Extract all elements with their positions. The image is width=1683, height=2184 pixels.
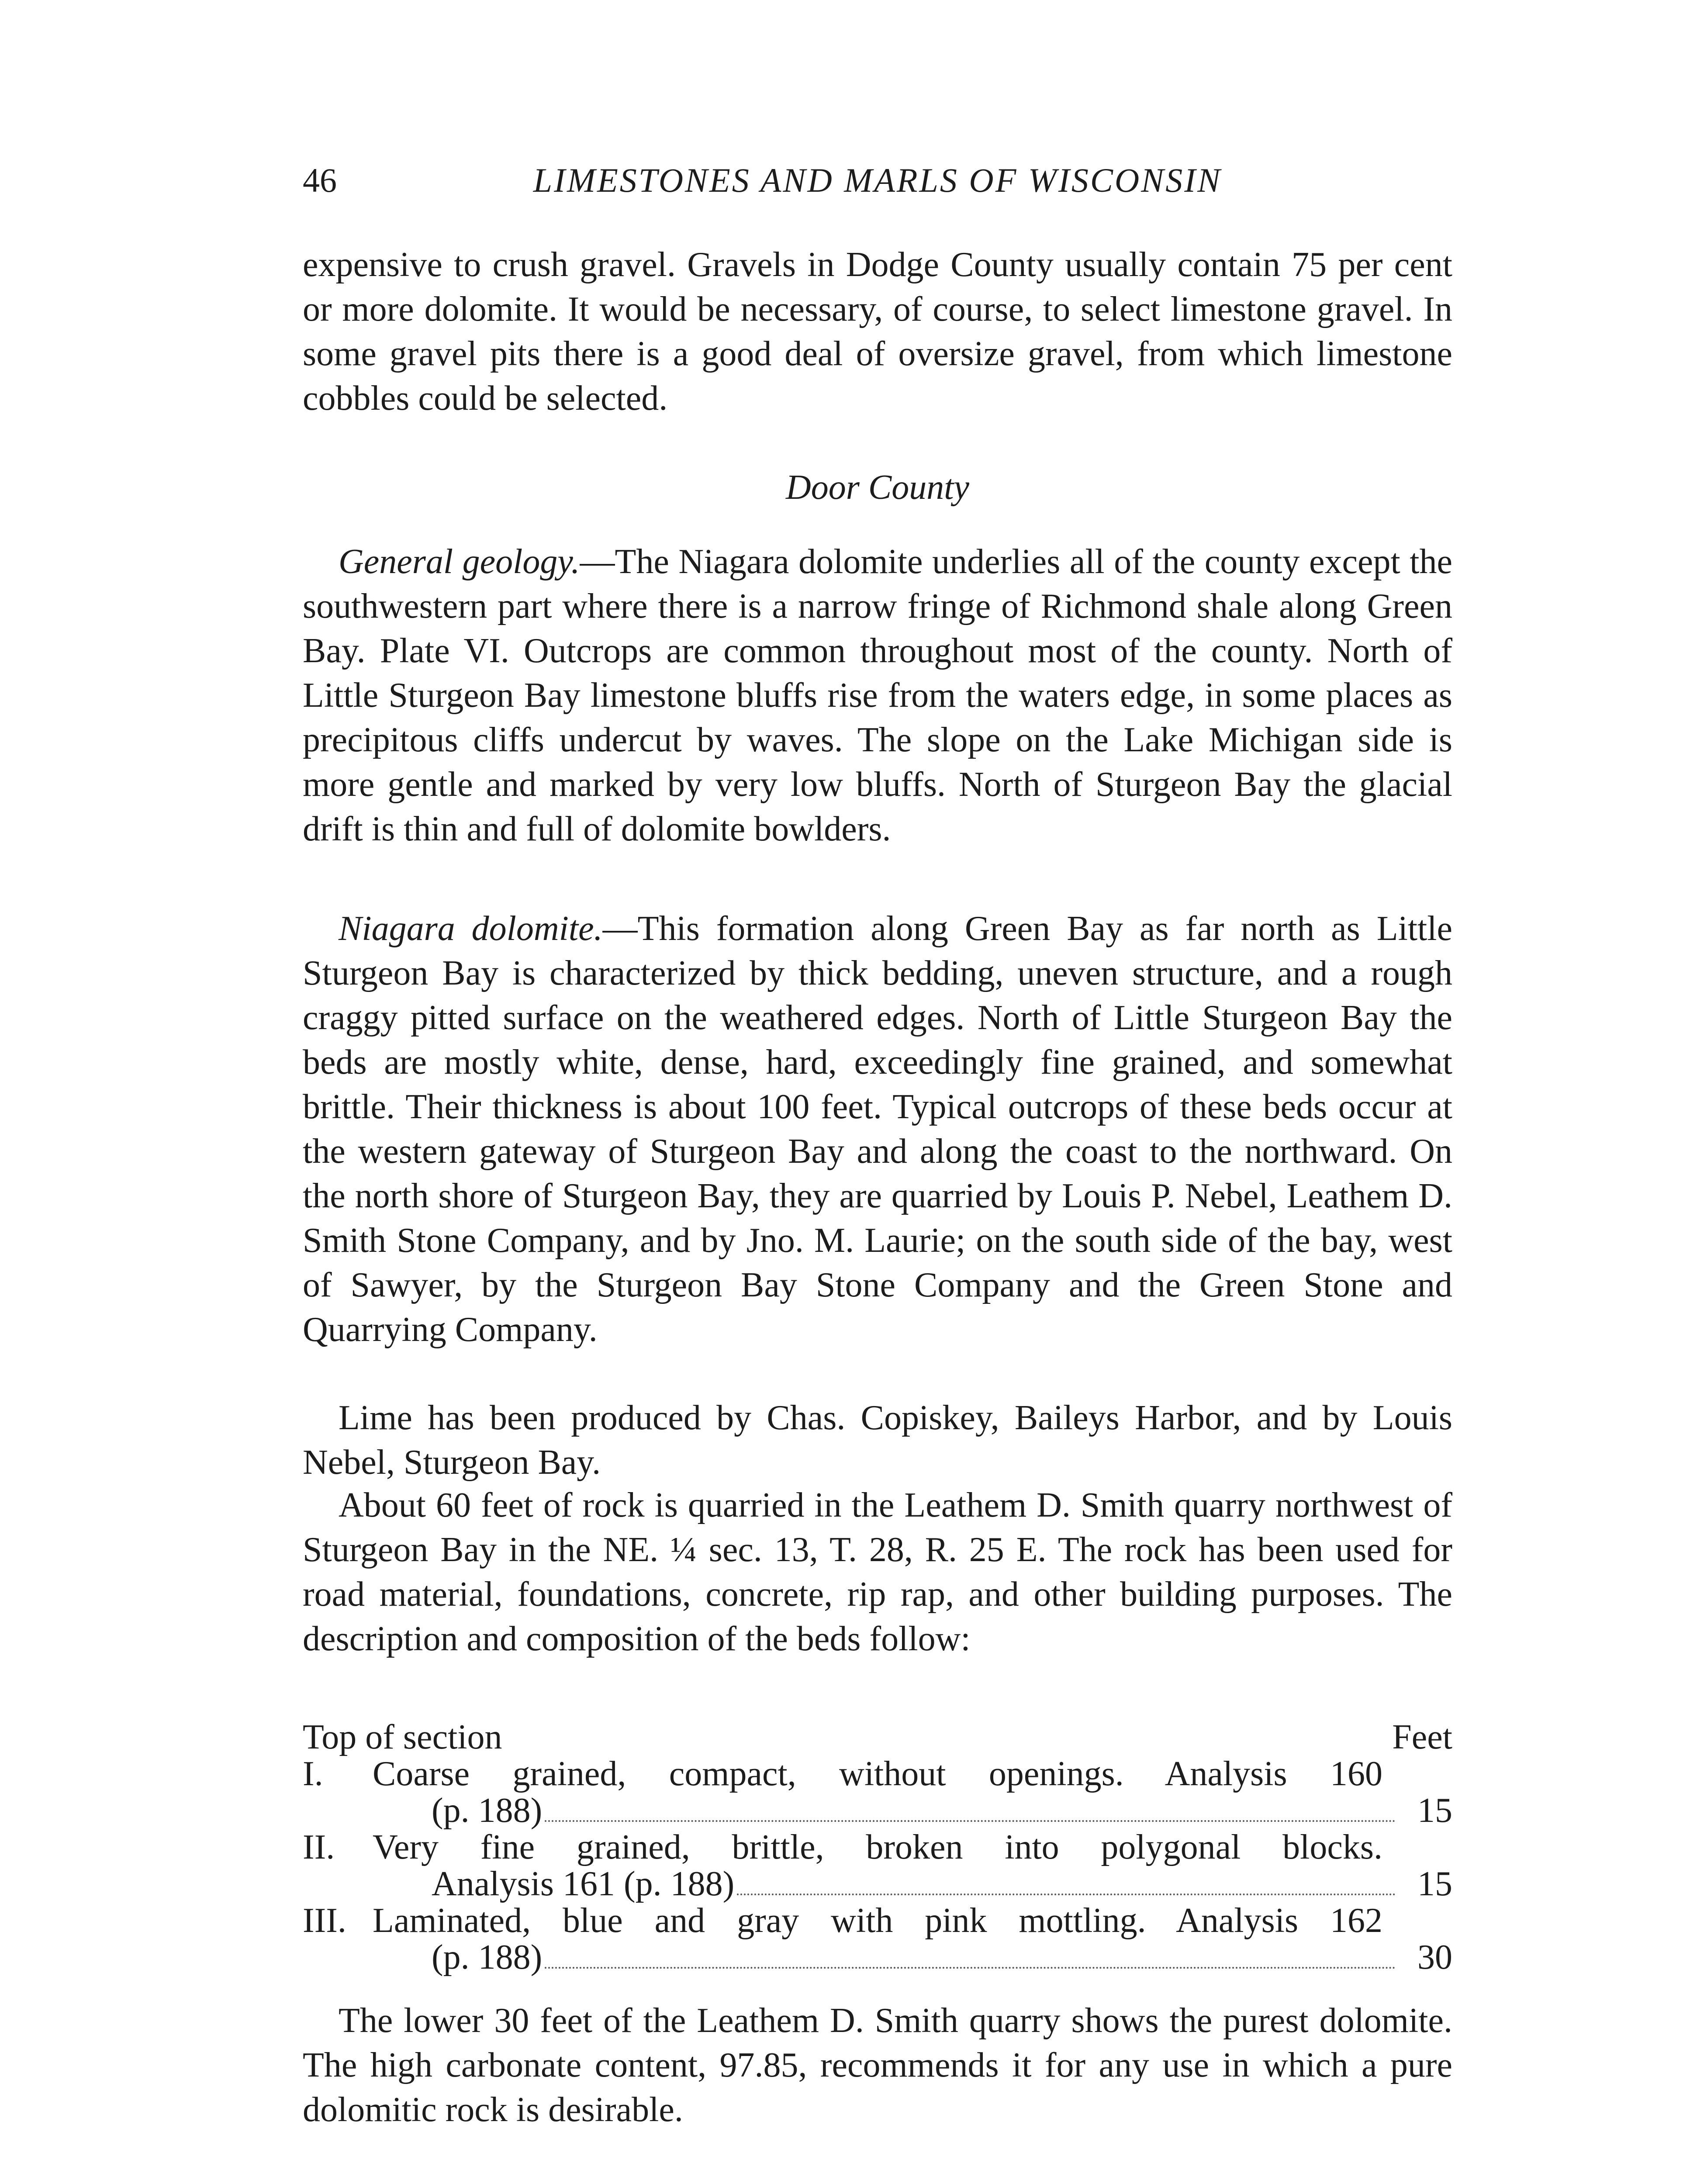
row-description: Coarse grained, compact, without openings. Analysis 160 <box>373 1755 1382 1793</box>
table-row-continuation <box>303 1866 1452 1902</box>
table-row-description <box>303 1902 1452 1939</box>
dot-leader <box>545 1941 1396 1969</box>
table-row <box>303 1829 1452 1902</box>
running-head: LIMESTONES AND MARLS OF WISCONSIN <box>533 161 1222 199</box>
row-reference: (p. 188) <box>432 1791 543 1830</box>
row-feet: 30 <box>1417 1938 1452 1977</box>
table-row-description <box>303 1829 1452 1866</box>
table-row <box>303 1902 1452 1976</box>
table-header-top-of-section: Top of section <box>303 1718 502 1756</box>
page-number: 46 <box>303 161 337 199</box>
run-in-heading-niagara-dolomite: Niagara dolomite. <box>339 909 603 948</box>
row-number: III. <box>303 1901 346 1940</box>
table-row-description <box>303 1755 1452 1792</box>
paragraph-niagara-dolomite <box>303 906 1452 1352</box>
row-number: II. <box>303 1828 335 1866</box>
row-feet: 15 <box>1417 1865 1452 1903</box>
row-description: Laminated, blue and gray with pink mottling. Analysis 162 <box>373 1901 1382 1940</box>
general-geology-text: —The Niagara dolomite underlies all of the county except the southwestern part where there is a narrow fringe of Richmond shale along Green Bay. Plate VI. Outcrops are common throughout most of the county. North of Little Sturgeon Bay limestone bluffs rise from the waters edge, in some places as precipitous cliffs undercut by waves. The slope on the Lake Michigan side is more gentle and marked by very low bluffs. North of Sturgeon Bay the glacial drift is thin and full of dolomite bowlders. <box>303 543 1453 848</box>
table-header-feet: Feet <box>1392 1718 1452 1756</box>
paragraph-gravel: expensive to crush gravel. Gravels in Dodge County usually contain 75 per cent or more dolomite. It would be necessary, of course, to select limestone gravel. In some gravel pits there is a good deal of oversize gravel, from which limestone cobbles could be selected. <box>303 245 1452 418</box>
row-number: I. <box>303 1755 323 1793</box>
paragraph-purest-dolomite: The lower 30 feet of the Leathem D. Smith quarry shows the purest dolomite. The high carbonate content, 97.85, recommends it for any use in which a pure dolomitic rock is desirable. <box>303 2001 1452 2129</box>
table-row-continuation <box>303 1939 1452 1976</box>
page-header <box>303 156 1452 204</box>
section-table <box>303 1719 1452 1976</box>
dot-leader <box>737 1867 1396 1895</box>
section-table-header <box>303 1719 1452 1755</box>
row-feet: 15 <box>1417 1791 1452 1830</box>
section-heading-door-county: Door County <box>786 468 969 507</box>
row-description: Very fine grained, brittle, broken into polygonal blocks. <box>373 1828 1382 1866</box>
paragraph-quarry-description: About 60 feet of rock is quarried in the Leathem D. Smith quarry northwest of Sturgeon Bay in the NE. ¼ sec. 13, T. 28, R. 25 E. The rock has been used for road material, foundations, concrete, rip rap, and other building purposes. The description and composition of the beds follow: <box>303 1486 1452 1658</box>
run-in-heading-general-geology: General geology. <box>339 543 580 581</box>
row-reference: Analysis 161 (p. 188) <box>432 1865 735 1903</box>
dot-leader <box>545 1794 1396 1822</box>
paragraph-general-geology <box>303 539 1452 851</box>
paragraph-lime-production: Lime has been produced by Chas. Copiskey, Baileys Harbor, and by Louis Nebel, Sturgeon Bay. <box>303 1399 1452 1482</box>
row-reference: (p. 188) <box>432 1938 543 1977</box>
table-row-continuation <box>303 1792 1452 1829</box>
table-row <box>303 1755 1452 1829</box>
niagara-dolomite-text: —This formation along Green Bay as far north as Little Sturgeon Bay is characterized by thick bedding, uneven structure, and a rough craggy pitted surface on the weathered edges. North of Little Sturgeon Bay the beds are mostly white, dense, hard, exceedingly fine grained, and somewhat brittle. Their thickness is about 100 feet. Typical outcrops of these beds occur at the western gateway of Sturgeon Bay and along the coast to the northward. On the north shore of Sturgeon Bay, they are quarried by Louis P. Nebel, Leathem D. Smith Stone Company, and by Jno. M. Laurie; on the south side of the bay, west of Sawyer, by the Sturgeon Bay Stone Company and the Green Stone and Quarrying Company. <box>303 909 1452 1349</box>
